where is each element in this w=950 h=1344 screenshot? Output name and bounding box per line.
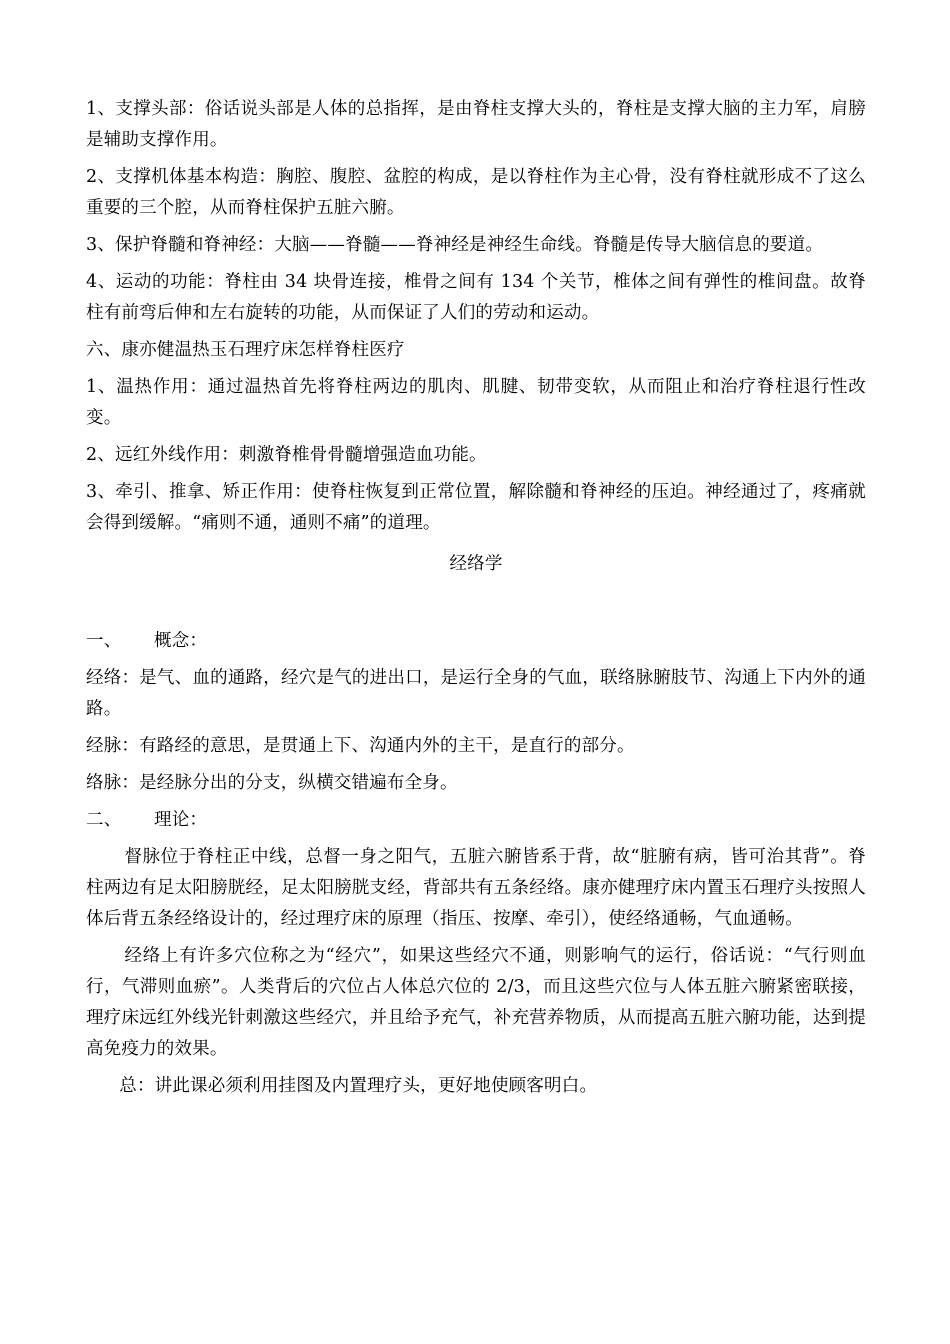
concept-line-jingmai: 经脉：有路经的意思，是贯通上下、沟通内外的主干，是直行的部分。 xyxy=(86,736,635,756)
spine-function-3: 3、保护脊髓和脊神经：大脑——脊髓——脊神经是神经生命线。脊髓是传导大脑信息的要道。 xyxy=(86,235,824,255)
section6-item-2: 2、远红外线作用：刺激脊椎骨骨髓增强造血功能。 xyxy=(86,445,487,465)
summary: 总：讲此课必须利用挂图及内置理疗头，更好地使顾客明白。 xyxy=(119,1076,598,1096)
theory-heading xyxy=(86,805,866,836)
theory-number: 二、 xyxy=(86,810,122,830)
section6-title: 六、康亦健温热玉石理疗床怎样脊柱医疗 xyxy=(86,340,405,360)
spine-function-1: 1、支撑头部：俗话说头部是人体的总指挥，是由脊柱支撑大头的，脊柱是支撑大脑的主力军，肩膀是辅助支撑作用。 xyxy=(86,99,866,150)
spine-function-4: 4、运动的功能：脊柱由 34 块骨连接，椎骨之间有 134 个关节，椎体之间有弹性的椎间盘。故脊柱有前弯后伸和左右旋转的功能，从而保证了人们的劳动和运动。 xyxy=(86,272,866,323)
concept-number: 一、 xyxy=(86,631,122,651)
concept-line-luomai: 络脉：是经脉分出的分支，纵横交错遍布全身。 xyxy=(86,773,458,793)
theory-paragraph-1: 督脉位于脊柱正中线，总督一身之阳气，五脏六腑皆系于背，故“脏腑有病，皆可治其背”。脊柱两边有足太阳膀胱经，足太阳膀胱支经，背部共有五条经络。康亦健理疗床内置玉石理疗头按照人体后背五条经络设计的，经过理疗床的原理（指压、按摩、牵引），使经络通畅，气血通畅。 xyxy=(86,847,866,929)
section6-item-3: 3、牵引、推拿、矫正作用：使脊柱恢复到正常位置，解除髓和脊神经的压迫。神经通过了，疼痛就会得到缓解。“痛则不通，通则不痛”的道理。 xyxy=(86,482,866,533)
theory-title: 理论： xyxy=(154,810,208,830)
concept-title: 概念： xyxy=(154,631,208,651)
document-page xyxy=(86,94,866,1102)
theory-paragraph-2: 经络上有许多穴位称之为“经穴”，如果这些经穴不通，则影响气的运行，俗话说：“气行则血行，气滞则血瘀”。人类背后的穴位占人体总穴位的 2/3，而且这些穴位与人体五脏六腑紧密联接，理疗床远红外线光针刺激这些经穴，并且给予充气，补充营养物质，从而提高五脏六腑功能，达到提高免疫力的效果。 xyxy=(86,946,866,1059)
concept-line-jingluo: 经络：是气、血的通路，经穴是气的进出口，是运行全身的气血，联络脉腑肢节、沟通上下内外的通路。 xyxy=(86,668,866,719)
spine-function-2: 2、支撑机体基本构造：胸腔、腹腔、盆腔的构成，是以脊柱作为主心骨，没有脊柱就形成不了这么重要的三个腔，从而脊柱保护五脏六腑。 xyxy=(86,167,866,218)
meridian-heading: 经络学 xyxy=(449,554,503,574)
section6-item-1: 1、温热作用：通过温热首先将脊柱两边的肌肉、肌腱、韧带变软，从而阻止和治疗脊柱退行性改变。 xyxy=(86,377,866,428)
concept-heading xyxy=(86,626,866,657)
